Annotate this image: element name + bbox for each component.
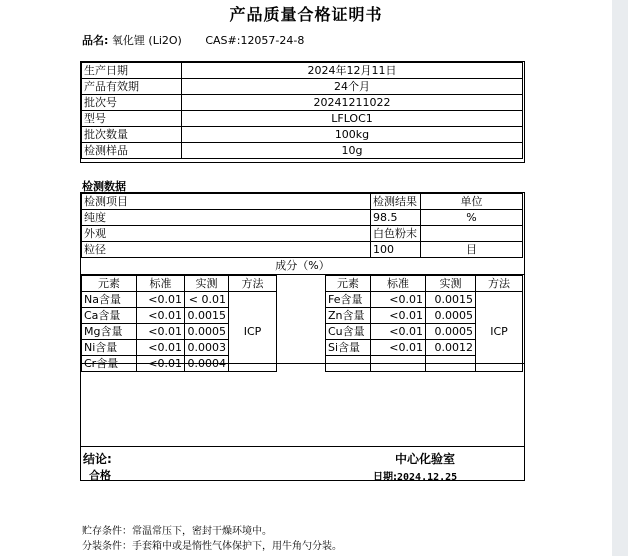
method-value: ICP — [229, 292, 277, 372]
info-table — [81, 62, 523, 159]
product-name: 氧化锂 (Li2O) — [111, 34, 182, 47]
element-measured: 0.0012 — [426, 340, 476, 356]
info-value: 2024年12月11日 — [182, 63, 523, 79]
element-standard: <0.01 — [137, 356, 185, 372]
element-standard: <0.01 — [137, 308, 185, 324]
info-label: 批次数量 — [82, 127, 182, 143]
method-value: ICP — [476, 292, 523, 372]
test-unit: % — [421, 210, 523, 226]
header-element: 元素 — [82, 276, 137, 292]
element-measured: 0.0005 — [185, 324, 229, 340]
scrollbar-track[interactable] — [612, 0, 628, 556]
element-measured: < 0.01 — [185, 292, 229, 308]
element-standard: <0.01 — [137, 292, 185, 308]
composition-divider — [277, 275, 325, 355]
element-name: Ca含量 — [82, 308, 137, 324]
header-standard: 标准 — [137, 276, 185, 292]
info-row — [82, 95, 523, 111]
element-measured: 0.0015 — [426, 292, 476, 308]
product-line — [82, 32, 304, 48]
element-name: Ni含量 — [82, 340, 137, 356]
composition-header-row — [326, 276, 523, 292]
conclusion-value: 合格 — [89, 469, 111, 482]
info-label: 生产日期 — [82, 63, 182, 79]
composition-title: 成分（%） — [81, 258, 524, 275]
info-row — [82, 63, 523, 79]
element-measured: 0.0005 — [426, 324, 476, 340]
test-header-result: 检测结果 — [371, 194, 421, 210]
info-row — [82, 111, 523, 127]
test-data-frame — [80, 192, 525, 481]
test-header-unit: 单位 — [421, 194, 523, 210]
info-label: 批次号 — [82, 95, 182, 111]
test-item: 外观 — [82, 226, 371, 242]
info-table-frame — [80, 61, 525, 163]
composition-row — [326, 292, 523, 308]
conclusion-label: 结论: — [83, 452, 112, 466]
element-name: Cr含量 — [82, 356, 137, 372]
info-label: 型号 — [82, 111, 182, 127]
header-method: 方法 — [229, 276, 277, 292]
test-table — [81, 193, 523, 258]
test-item: 纯度 — [82, 210, 371, 226]
element-standard: <0.01 — [137, 324, 185, 340]
element-name: Si含量 — [326, 340, 371, 356]
test-unit: 目 — [421, 242, 523, 258]
element-measured: 0.0003 — [185, 340, 229, 356]
section-title: 检测数据 — [82, 180, 126, 193]
element-standard: <0.01 — [371, 340, 426, 356]
date-label: 日期: — [373, 472, 397, 483]
cas-number: CAS#:12057-24-8 — [205, 34, 305, 47]
test-header-item: 检测项目 — [82, 194, 371, 210]
composition-header-row — [82, 276, 277, 292]
info-value: 100kg — [182, 127, 523, 143]
product-name-label: 品名: — [82, 34, 109, 47]
element-name: Na含量 — [82, 292, 137, 308]
test-result: 白色粉末 — [371, 226, 421, 242]
element-standard: <0.01 — [371, 292, 426, 308]
info-value: LFLOC1 — [182, 111, 523, 127]
composition-left-table — [81, 275, 277, 372]
element-name: Zn含量 — [326, 308, 371, 324]
element-measured: 0.0004 — [185, 356, 229, 372]
element-name: Cu含量 — [326, 324, 371, 340]
lab-name: 中心化验室 — [395, 452, 456, 466]
info-label: 产品有效期 — [82, 79, 182, 95]
header-standard: 标准 — [371, 276, 426, 292]
info-value: 24个月 — [182, 79, 523, 95]
composition-right-table — [325, 275, 523, 372]
document-title: 产品质量合格证明书 — [229, 5, 383, 24]
test-row — [82, 226, 523, 242]
test-row — [82, 242, 523, 258]
element-standard: <0.01 — [371, 324, 426, 340]
test-item: 粒径 — [82, 242, 371, 258]
conclusion-date — [373, 468, 457, 483]
storage-conditions: 贮存条件：常温常压下，密封干燥环境中。 — [82, 526, 272, 537]
info-row — [82, 143, 523, 159]
element-measured: 0.0005 — [426, 308, 476, 324]
element-standard: <0.01 — [371, 308, 426, 324]
composition-row — [82, 292, 277, 308]
composition-area — [81, 275, 524, 370]
test-result: 100 — [371, 242, 421, 258]
test-unit — [421, 226, 523, 242]
test-result: 98.5 — [371, 210, 421, 226]
blank-area-top-rule — [81, 363, 524, 364]
header-element: 元素 — [326, 276, 371, 292]
info-row — [82, 127, 523, 143]
test-row — [82, 210, 523, 226]
element-name: Mg含量 — [82, 324, 137, 340]
header-measured: 实测 — [185, 276, 229, 292]
info-label: 检测样品 — [82, 143, 182, 159]
packing-conditions: 分装条件：手套箱中或是惰性气体保护下，用牛角勺分装。 — [82, 541, 342, 552]
info-value: 10g — [182, 143, 523, 159]
header-measured: 实测 — [426, 276, 476, 292]
test-header-row — [82, 194, 523, 210]
info-row — [82, 79, 523, 95]
conclusion-rule — [81, 446, 524, 447]
element-name: Fe含量 — [326, 292, 371, 308]
header-method: 方法 — [476, 276, 523, 292]
element-standard: <0.01 — [137, 340, 185, 356]
element-measured: 0.0015 — [185, 308, 229, 324]
date-value: 2024.12.25 — [397, 472, 458, 483]
info-value: 20241211022 — [182, 95, 523, 111]
